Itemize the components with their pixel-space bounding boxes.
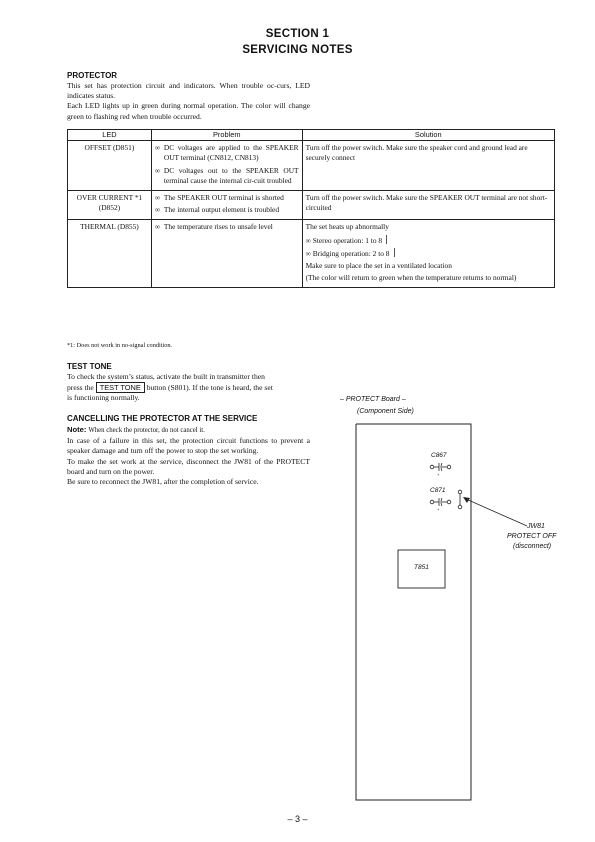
- bullet-icon: ∞: [154, 205, 161, 215]
- section-subtitle: SERVICING NOTES: [242, 44, 353, 56]
- test-tone-line: is functioning normally.: [67, 393, 140, 403]
- bullet-icon: ∞: [154, 222, 161, 232]
- cancelling-paragraph: Be sure to reconnect the JW81, after the completion of service.: [67, 477, 259, 487]
- c867-capacitor-icon: [430, 463, 451, 477]
- c871-capacitor-icon: [430, 498, 451, 512]
- jw81-pointer-arrow: [463, 497, 527, 526]
- table-row: [68, 141, 555, 191]
- solution-text: (The color will return to green when the temperature returns to normal): [305, 273, 517, 283]
- protector-paragraph: Each LED lights up in green during normal operation. The color will change green to flashing red when trouble occurred.: [67, 101, 310, 121]
- bullet-icon: ∞: [154, 193, 161, 203]
- led-cell: OFFSET (D851): [68, 141, 152, 191]
- problem-text: DC voltages are applied to the SPEAKER OUT terminal (CN812, CN813): [163, 143, 299, 163]
- board-outline: [356, 424, 471, 800]
- table-row: [68, 191, 555, 220]
- note-text: When check the protector, do not cancel it.: [88, 427, 205, 434]
- c871-label: C871: [430, 487, 446, 494]
- bullet-icon: ∞: [154, 165, 161, 175]
- cancelling-text: [67, 425, 310, 487]
- problem-cell: [151, 220, 302, 288]
- bullet-icon: ∞: [305, 248, 311, 258]
- column-header-led: LED: [68, 130, 152, 141]
- jw81-protect-off: PROTECT OFF: [507, 533, 557, 540]
- solution-cell: [302, 141, 554, 191]
- protector-paragraph: This set has protection circuit and indicators. When trouble oc-curs, LED indicates status.: [67, 81, 310, 101]
- cancelling-paragraph: In case of a failure in this set, the protection circuit functions to prevent a speaker damage and turn off the power to stop the set working.: [67, 436, 310, 456]
- problem-item: [155, 143, 299, 163]
- problem-item: [155, 205, 299, 215]
- solution-item: [306, 235, 551, 246]
- problem-text: The SPEAKER OUT terminal is shorted: [163, 193, 284, 203]
- protector-table: [67, 129, 555, 288]
- footnote: *1: Does not work in no-signal condition.: [67, 342, 173, 349]
- protector-intro: [67, 81, 310, 122]
- section-title: SECTION 1: [265, 28, 330, 40]
- problem-item: [155, 193, 299, 203]
- problem-item: [155, 222, 299, 232]
- test-tone-line: To check the system’s status, activate the built in transmitter then: [67, 372, 265, 381]
- cancelling-note: [67, 425, 310, 436]
- svg-text:+: +: [437, 507, 440, 512]
- diagram-caption: – PROTECT Board –: [340, 396, 406, 403]
- table-header-row: [68, 130, 555, 141]
- jw81-label: JW81: [527, 523, 545, 530]
- test-tone-line-post: button (S801). If the tone is heard, the set: [146, 383, 273, 393]
- problem-cell: [151, 191, 302, 220]
- problem-text: The temperature rises to unsafe level: [163, 222, 273, 232]
- solution-text: Turn off the power switch. Make sure the speaker cord and ground lead are securely connect: [305, 143, 528, 163]
- diagram-caption-sub: (Component Side): [357, 408, 414, 415]
- jw81-disconnect: (disconnect): [513, 543, 552, 550]
- solution-cell: [302, 220, 554, 288]
- test-tone-line-pre: press the: [67, 383, 94, 393]
- solution-item: [306, 248, 551, 259]
- solution-text: Make sure to place the set in a ventilated location: [305, 261, 452, 271]
- problem-cell: [151, 141, 302, 191]
- bullet-icon: ∞: [154, 143, 161, 153]
- cancelling-heading: CANCELLING THE PROTECTOR AT THE SERVICE: [67, 414, 258, 423]
- protector-heading: PROTECTOR: [67, 71, 118, 80]
- test-tone-button: TEST TONE: [96, 382, 145, 393]
- solution-text: Stereo operation: 1 to 8: [312, 235, 383, 245]
- solution-text: Turn off the power switch. Make sure the SPEAKER OUT terminal are not short-circuited: [305, 193, 548, 213]
- cancelling-paragraph: To make the set work at the service, disconnect the JW81 of the PROTECT board and turn on the power.: [67, 456, 310, 476]
- ohm-mark-icon: [386, 235, 387, 244]
- jw81-jumper-icon: [458, 490, 462, 509]
- led-cell: OVER CURRENT *1 (D852): [68, 191, 152, 220]
- problem-item: [155, 166, 299, 186]
- svg-text:+: +: [437, 472, 440, 477]
- solution-text: The set heats up abnormally: [305, 222, 389, 232]
- solution-text: Bridging operation: 2 to 8: [312, 248, 390, 258]
- page-number: – 3 –: [287, 814, 308, 824]
- note-label: Note:: [67, 425, 87, 434]
- problem-text: DC voltages out to the SPEAKER OUT terminal cause the internal cir-cuit troubled: [163, 165, 299, 185]
- column-header-problem: Problem: [151, 130, 302, 141]
- c867-label: C867: [431, 452, 447, 459]
- led-cell: THERMAL (D855): [68, 220, 152, 288]
- problem-text: The internal output element is troubled: [163, 205, 280, 215]
- test-tone-line: [67, 382, 310, 393]
- t851-label: T851: [414, 564, 429, 571]
- column-header-solution: Solution: [302, 130, 554, 141]
- protect-board-diagram: [320, 396, 580, 806]
- solution-cell: [302, 191, 554, 220]
- ohm-mark-icon: [394, 248, 395, 257]
- test-tone-heading: TEST TONE: [67, 362, 112, 371]
- board-drawing: [320, 396, 580, 806]
- table-row: [68, 220, 555, 288]
- bullet-icon: ∞: [305, 235, 311, 245]
- test-tone-text: [67, 372, 310, 404]
